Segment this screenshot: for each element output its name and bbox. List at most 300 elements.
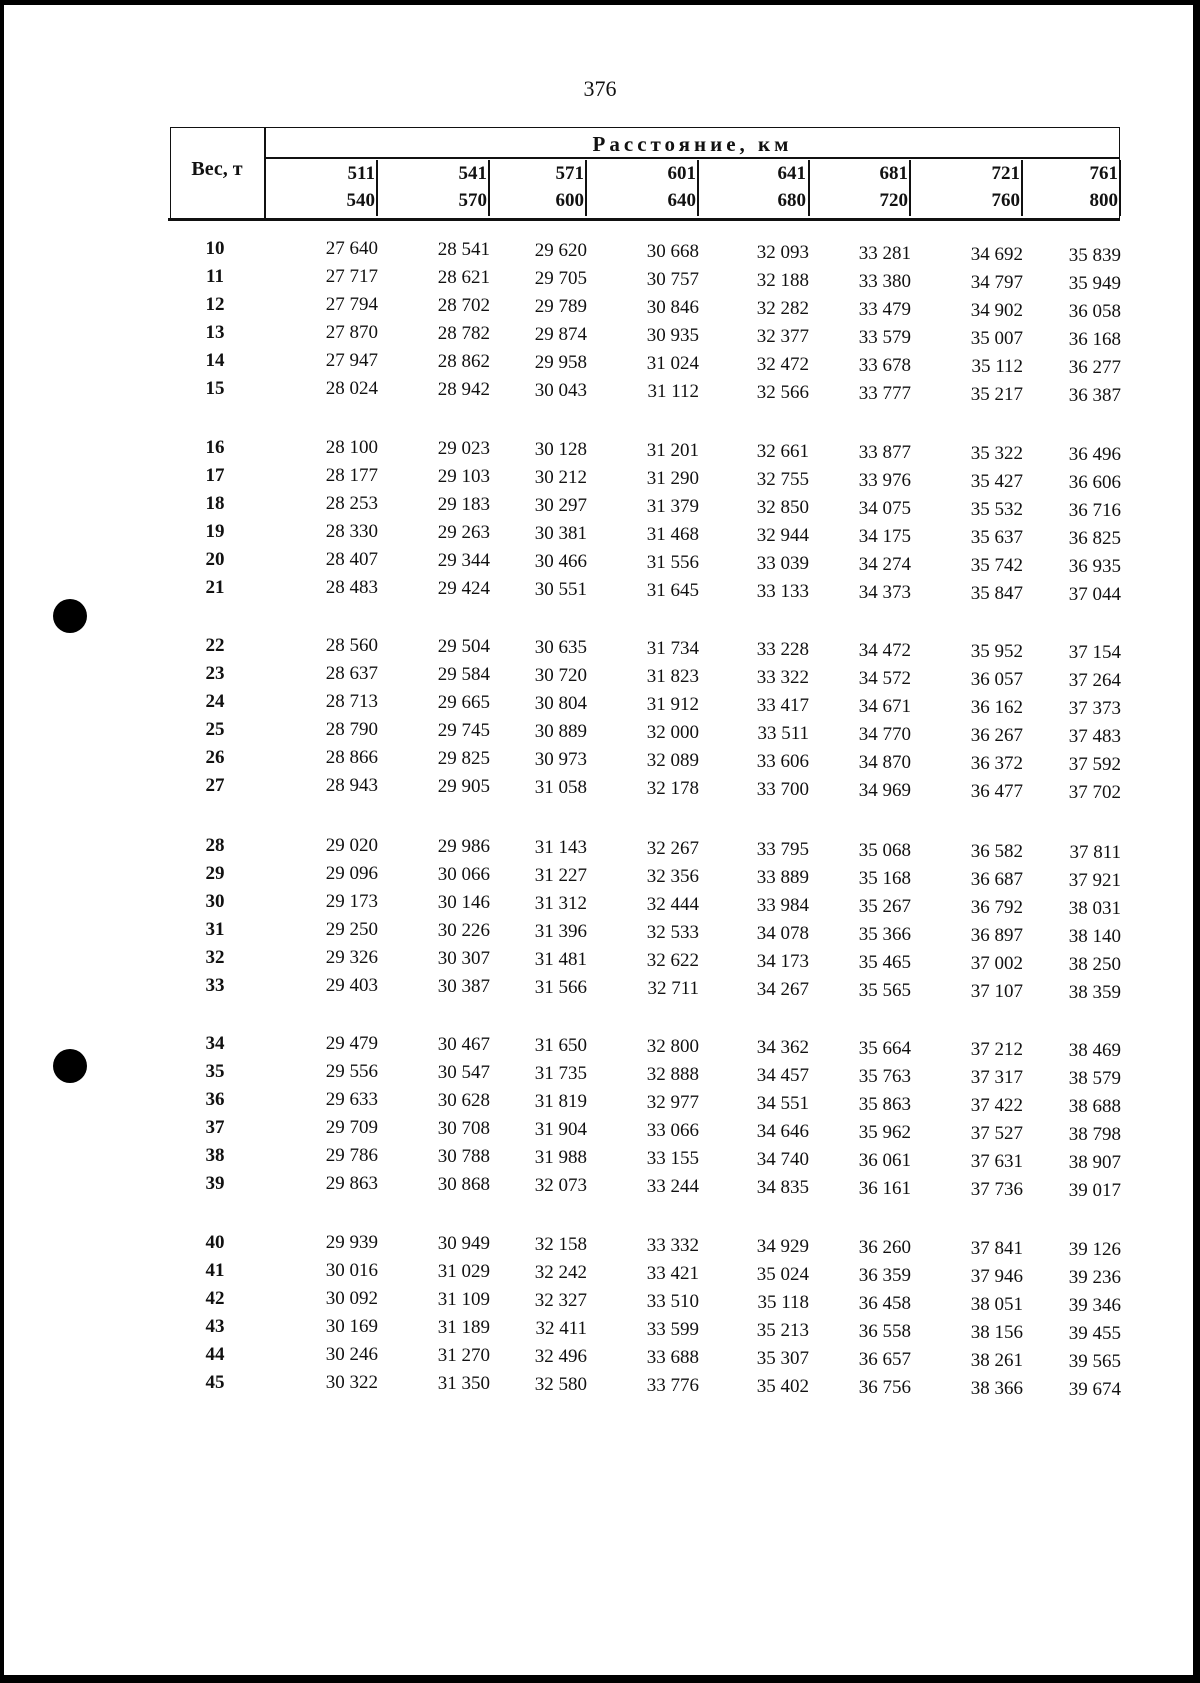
tariff-cell: 29 745 bbox=[437, 720, 490, 741]
tariff-cell: 37 702 bbox=[1068, 782, 1121, 803]
tariff-cell: 37 317 bbox=[970, 1067, 1023, 1088]
tariff-cell: 30 066 bbox=[437, 864, 490, 885]
tariff-cell: 36 359 bbox=[858, 1265, 911, 1286]
distance-range-header bbox=[828, 160, 908, 214]
tariff-cell: 30 949 bbox=[437, 1233, 490, 1254]
tariff-cell: 38 261 bbox=[970, 1350, 1023, 1371]
tariff-cell: 37 002 bbox=[970, 953, 1023, 974]
tariff-cell: 30 788 bbox=[437, 1146, 490, 1167]
range-column-tick bbox=[376, 160, 378, 216]
tariff-cell: 37 946 bbox=[970, 1266, 1023, 1287]
range-from: 541 bbox=[458, 163, 487, 184]
tariff-cell: 32 622 bbox=[646, 950, 699, 971]
range-from: 571 bbox=[555, 163, 584, 184]
tariff-cell: 36 061 bbox=[858, 1150, 911, 1171]
tariff-cell: 35 949 bbox=[1068, 273, 1121, 294]
tariff-cell: 32 800 bbox=[646, 1036, 699, 1057]
page-number: 376 bbox=[583, 76, 617, 101]
range-column-tick bbox=[1021, 160, 1023, 216]
weight-cell: 20 bbox=[205, 549, 225, 570]
weight-cell: 40 bbox=[205, 1232, 225, 1253]
tariff-cell: 33 688 bbox=[646, 1347, 699, 1368]
weight-cell: 28 bbox=[205, 835, 225, 856]
range-to: 570 bbox=[458, 190, 487, 211]
tariff-cell: 37 373 bbox=[1068, 698, 1121, 719]
tariff-cell: 33 417 bbox=[756, 695, 809, 716]
tariff-cell: 30 043 bbox=[534, 380, 587, 401]
tariff-cell: 34 969 bbox=[858, 780, 911, 801]
tariff-cell: 31 024 bbox=[646, 353, 699, 374]
weight-cell: 25 bbox=[205, 719, 225, 740]
tariff-cell: 31 645 bbox=[646, 580, 699, 601]
tariff-cell: 30 146 bbox=[437, 892, 490, 913]
weight-cell: 24 bbox=[205, 691, 225, 712]
tariff-cell: 29 504 bbox=[437, 636, 490, 657]
tariff-cell: 33 039 bbox=[756, 553, 809, 574]
tariff-cell: 33 228 bbox=[756, 639, 809, 660]
tariff-cell: 33 133 bbox=[756, 581, 809, 602]
tariff-cell: 36 387 bbox=[1068, 385, 1121, 406]
tariff-cell: 36 582 bbox=[970, 841, 1023, 862]
range-from: 721 bbox=[991, 163, 1020, 184]
tariff-cell: 37 811 bbox=[1069, 842, 1121, 863]
tariff-cell: 36 477 bbox=[970, 781, 1023, 802]
tariff-cell: 37 527 bbox=[970, 1123, 1023, 1144]
tariff-cell: 28 943 bbox=[325, 775, 378, 796]
tariff-cell: 33 678 bbox=[858, 355, 911, 376]
tariff-cell: 35 565 bbox=[858, 980, 911, 1001]
tariff-cell: 35 068 bbox=[858, 840, 911, 861]
tariff-cell: 34 902 bbox=[970, 300, 1023, 321]
tariff-cell: 37 631 bbox=[970, 1151, 1023, 1172]
tariff-cell: 38 051 bbox=[970, 1294, 1023, 1315]
tariff-cell: 31 823 bbox=[646, 666, 699, 687]
tariff-cell: 36 267 bbox=[970, 725, 1023, 746]
tariff-cell: 34 373 bbox=[858, 582, 911, 603]
tariff-cell: 34 671 bbox=[858, 696, 911, 717]
tariff-cell: 33 599 bbox=[646, 1319, 699, 1340]
range-from: 511 bbox=[347, 163, 375, 184]
tariff-cell: 38 250 bbox=[1068, 954, 1121, 975]
tariff-cell: 33 579 bbox=[858, 327, 911, 348]
tariff-cell: 27 640 bbox=[325, 238, 378, 259]
tariff-cell: 31 481 bbox=[534, 949, 587, 970]
weight-cell: 31 bbox=[205, 919, 225, 940]
weight-cell: 21 bbox=[205, 577, 225, 598]
range-to: 800 bbox=[1089, 190, 1118, 211]
distance-range-header bbox=[1038, 160, 1118, 214]
tariff-cell: 39 126 bbox=[1068, 1239, 1121, 1260]
tariff-cell: 28 782 bbox=[437, 323, 490, 344]
distance-range-header bbox=[616, 160, 696, 214]
tariff-cell: 36 162 bbox=[970, 697, 1023, 718]
tariff-cell: 30 628 bbox=[437, 1090, 490, 1111]
weight-cell: 15 bbox=[205, 378, 225, 399]
weight-cell: 16 bbox=[205, 437, 225, 458]
tariff-cell: 28 100 bbox=[325, 437, 378, 458]
tariff-cell: 30 387 bbox=[437, 976, 490, 997]
tariff-cell: 30 307 bbox=[437, 948, 490, 969]
tariff-cell: 35 007 bbox=[970, 328, 1023, 349]
tariff-cell: 33 322 bbox=[756, 667, 809, 688]
tariff-cell: 37 264 bbox=[1068, 670, 1121, 691]
range-column-tick bbox=[909, 160, 911, 216]
tariff-cell: 35 402 bbox=[756, 1376, 809, 1397]
range-column-tick bbox=[1119, 160, 1121, 216]
tariff-cell: 36 935 bbox=[1068, 556, 1121, 577]
tariff-cell: 32 566 bbox=[756, 382, 809, 403]
tariff-cell: 36 716 bbox=[1068, 500, 1121, 521]
tariff-cell: 34 362 bbox=[756, 1037, 809, 1058]
tariff-cell: 33 332 bbox=[646, 1235, 699, 1256]
tariff-cell: 29 403 bbox=[325, 975, 378, 996]
tariff-cell: 38 359 bbox=[1068, 982, 1121, 1003]
tariff-cell: 35 952 bbox=[970, 641, 1023, 662]
tariff-cell: 34 551 bbox=[756, 1093, 809, 1114]
distance-range-header bbox=[940, 160, 1020, 214]
tariff-cell: 36 558 bbox=[858, 1321, 911, 1342]
tariff-cell: 29 020 bbox=[325, 835, 378, 856]
tariff-cell: 29 183 bbox=[437, 494, 490, 515]
tariff-cell: 33 479 bbox=[858, 299, 911, 320]
weight-cell: 14 bbox=[205, 350, 225, 371]
tariff-cell: 37 044 bbox=[1068, 584, 1121, 605]
tariff-cell: 30 467 bbox=[437, 1034, 490, 1055]
tariff-cell: 31 734 bbox=[646, 638, 699, 659]
tariff-cell: 32 377 bbox=[756, 326, 809, 347]
tariff-cell: 31 058 bbox=[534, 777, 587, 798]
range-to: 680 bbox=[777, 190, 806, 211]
tariff-cell: 27 947 bbox=[325, 350, 378, 371]
tariff-cell: 35 168 bbox=[858, 868, 911, 889]
range-from: 761 bbox=[1089, 163, 1118, 184]
tariff-cell: 34 929 bbox=[756, 1236, 809, 1257]
tariff-cell: 31 270 bbox=[437, 1345, 490, 1366]
tariff-cell: 36 168 bbox=[1068, 329, 1121, 350]
tariff-cell: 31 029 bbox=[437, 1261, 490, 1282]
tariff-cell: 32 000 bbox=[646, 722, 699, 743]
tariff-cell: 35 213 bbox=[756, 1320, 809, 1341]
tariff-cell: 31 988 bbox=[534, 1147, 587, 1168]
weight-cell: 12 bbox=[205, 294, 225, 315]
tariff-cell: 35 307 bbox=[756, 1348, 809, 1369]
tariff-cell: 33 421 bbox=[646, 1263, 699, 1284]
tariff-cell: 34 740 bbox=[756, 1149, 809, 1170]
scan-border-bottom bbox=[0, 1675, 1200, 1683]
tariff-cell: 33 380 bbox=[858, 271, 911, 292]
tariff-cell: 28 253 bbox=[325, 493, 378, 514]
tariff-cell: 30 246 bbox=[325, 1344, 378, 1365]
tariff-cell: 29 825 bbox=[437, 748, 490, 769]
tariff-cell: 33 700 bbox=[756, 779, 809, 800]
tariff-cell: 29 023 bbox=[437, 438, 490, 459]
tariff-cell: 36 687 bbox=[970, 869, 1023, 890]
tariff-cell: 29 250 bbox=[325, 919, 378, 940]
tariff-cell: 37 212 bbox=[970, 1039, 1023, 1060]
tariff-cell: 38 798 bbox=[1068, 1124, 1121, 1145]
tariff-cell: 29 173 bbox=[325, 891, 378, 912]
weight-column-header: Вес, т bbox=[191, 158, 243, 180]
tariff-cell: 34 173 bbox=[756, 951, 809, 972]
tariff-cell: 38 469 bbox=[1068, 1040, 1121, 1061]
tariff-cell: 33 984 bbox=[756, 895, 809, 916]
tariff-cell: 27 794 bbox=[325, 294, 378, 315]
tariff-cell: 35 962 bbox=[858, 1122, 911, 1143]
tariff-cell: 32 158 bbox=[534, 1234, 587, 1255]
tariff-cell: 29 620 bbox=[534, 240, 587, 261]
tariff-cell: 34 457 bbox=[756, 1065, 809, 1086]
tariff-cell: 31 396 bbox=[534, 921, 587, 942]
tariff-cell: 29 479 bbox=[325, 1033, 378, 1054]
weight-cell: 18 bbox=[205, 493, 225, 514]
tariff-cell: 28 330 bbox=[325, 521, 378, 542]
scan-border-top bbox=[0, 0, 1200, 5]
distance-header: Расстояние, км bbox=[592, 132, 793, 156]
tariff-cell: 33 511 bbox=[757, 723, 809, 744]
tariff-cell: 33 976 bbox=[858, 470, 911, 491]
tariff-cell: 29 096 bbox=[325, 863, 378, 884]
tariff-cell: 30 973 bbox=[534, 749, 587, 770]
tariff-cell: 29 705 bbox=[534, 268, 587, 289]
tariff-cell: 38 907 bbox=[1068, 1152, 1121, 1173]
tariff-cell: 32 944 bbox=[756, 525, 809, 546]
weight-cell: 36 bbox=[205, 1089, 225, 1110]
tariff-cell: 30 322 bbox=[325, 1372, 378, 1393]
tariff-cell: 29 874 bbox=[534, 324, 587, 345]
tariff-cell: 29 905 bbox=[437, 776, 490, 797]
tariff-cell: 30 935 bbox=[646, 325, 699, 346]
distance-range-header bbox=[295, 160, 375, 214]
tariff-cell: 35 267 bbox=[858, 896, 911, 917]
tariff-cell: 35 322 bbox=[970, 443, 1023, 464]
tariff-cell: 31 819 bbox=[534, 1091, 587, 1112]
range-to: 760 bbox=[991, 190, 1020, 211]
tariff-cell: 32 327 bbox=[534, 1290, 587, 1311]
range-from: 681 bbox=[879, 163, 908, 184]
tariff-cell: 32 188 bbox=[756, 270, 809, 291]
tariff-cell: 36 825 bbox=[1068, 528, 1121, 549]
tariff-cell: 34 472 bbox=[858, 640, 911, 661]
tariff-cell: 36 277 bbox=[1068, 357, 1121, 378]
tariff-cell: 32 282 bbox=[756, 298, 809, 319]
tariff-cell: 38 688 bbox=[1068, 1096, 1121, 1117]
tariff-cell: 32 496 bbox=[534, 1346, 587, 1367]
tariff-cell: 31 112 bbox=[647, 381, 699, 402]
tariff-cell: 33 795 bbox=[756, 839, 809, 860]
weight-cell: 42 bbox=[205, 1288, 225, 1309]
tariff-cell: 32 580 bbox=[534, 1374, 587, 1395]
tariff-cell: 38 140 bbox=[1068, 926, 1121, 947]
tariff-cell: 32 178 bbox=[646, 778, 699, 799]
weight-cell: 38 bbox=[205, 1145, 225, 1166]
tariff-cell: 29 709 bbox=[325, 1117, 378, 1138]
tariff-cell: 35 217 bbox=[970, 384, 1023, 405]
tariff-cell: 35 742 bbox=[970, 555, 1023, 576]
tariff-cell: 31 904 bbox=[534, 1119, 587, 1140]
tariff-cell: 36 792 bbox=[970, 897, 1023, 918]
range-to: 640 bbox=[667, 190, 696, 211]
tariff-cell: 27 870 bbox=[325, 322, 378, 343]
tariff-cell: 28 407 bbox=[325, 549, 378, 570]
tariff-cell: 30 889 bbox=[534, 721, 587, 742]
tariff-cell: 30 804 bbox=[534, 693, 587, 714]
tariff-cell: 32 977 bbox=[646, 1092, 699, 1113]
tariff-cell: 30 016 bbox=[325, 1260, 378, 1281]
tariff-cell: 30 668 bbox=[646, 241, 699, 262]
tariff-cell: 38 031 bbox=[1068, 898, 1121, 919]
tariff-cell: 30 720 bbox=[534, 665, 587, 686]
tariff-cell: 30 547 bbox=[437, 1062, 490, 1083]
distance-range-header bbox=[407, 160, 487, 214]
tariff-cell: 36 057 bbox=[970, 669, 1023, 690]
tariff-cell: 34 078 bbox=[756, 923, 809, 944]
tariff-cell: 29 344 bbox=[437, 550, 490, 571]
weight-cell: 34 bbox=[205, 1033, 225, 1054]
weight-cell: 29 bbox=[205, 863, 225, 884]
tariff-cell: 32 242 bbox=[534, 1262, 587, 1283]
tariff-cell: 32 533 bbox=[646, 922, 699, 943]
tariff-cell: 39 236 bbox=[1068, 1267, 1121, 1288]
tariff-cell: 28 713 bbox=[325, 691, 378, 712]
range-column-tick bbox=[808, 160, 810, 216]
tariff-cell: 33 877 bbox=[858, 442, 911, 463]
weight-cell: 27 bbox=[205, 775, 225, 796]
tariff-cell: 32 472 bbox=[756, 354, 809, 375]
tariff-cell: 38 366 bbox=[970, 1378, 1023, 1399]
range-to: 540 bbox=[346, 190, 375, 211]
weight-cell: 45 bbox=[205, 1372, 225, 1393]
tariff-cell: 36 496 bbox=[1068, 444, 1121, 465]
tariff-cell: 34 175 bbox=[858, 526, 911, 547]
tariff-cell: 36 372 bbox=[970, 753, 1023, 774]
tariff-cell: 34 572 bbox=[858, 668, 911, 689]
distance-range-header bbox=[726, 160, 806, 214]
tariff-cell: 37 107 bbox=[970, 981, 1023, 1002]
tariff-cell: 30 466 bbox=[534, 551, 587, 572]
tariff-cell: 31 912 bbox=[646, 694, 699, 715]
tariff-cell: 37 841 bbox=[970, 1238, 1023, 1259]
tariff-cell: 36 897 bbox=[970, 925, 1023, 946]
tariff-cell: 36 606 bbox=[1068, 472, 1121, 493]
tariff-cell: 37 154 bbox=[1068, 642, 1121, 663]
distance-range-header bbox=[504, 160, 584, 214]
tariff-cell: 35 112 bbox=[971, 356, 1023, 377]
tariff-cell: 31 468 bbox=[646, 524, 699, 545]
tariff-cell: 35 024 bbox=[756, 1264, 809, 1285]
tariff-cell: 35 863 bbox=[858, 1094, 911, 1115]
range-column-tick bbox=[697, 160, 699, 216]
tariff-cell: 34 870 bbox=[858, 752, 911, 773]
tariff-cell: 31 290 bbox=[646, 468, 699, 489]
tariff-cell: 36 260 bbox=[858, 1237, 911, 1258]
tariff-cell: 34 692 bbox=[970, 244, 1023, 265]
tariff-cell: 29 424 bbox=[437, 578, 490, 599]
tariff-cell: 31 650 bbox=[534, 1035, 587, 1056]
tariff-cell: 31 556 bbox=[646, 552, 699, 573]
scan-border-left bbox=[0, 0, 4, 1683]
tariff-cell: 36 756 bbox=[858, 1377, 911, 1398]
tariff-cell: 35 847 bbox=[970, 583, 1023, 604]
tariff-cell: 36 657 bbox=[858, 1349, 911, 1370]
tariff-cell: 32 267 bbox=[646, 838, 699, 859]
weight-cell: 22 bbox=[205, 635, 225, 656]
tariff-cell: 28 866 bbox=[325, 747, 378, 768]
range-column-tick bbox=[585, 160, 587, 216]
weight-cell: 23 bbox=[205, 663, 225, 684]
tariff-cell: 39 346 bbox=[1068, 1295, 1121, 1316]
tariff-cell: 31 566 bbox=[534, 977, 587, 998]
tariff-cell: 37 921 bbox=[1068, 870, 1121, 891]
weight-cell: 39 bbox=[205, 1173, 225, 1194]
tariff-cell: 39 455 bbox=[1068, 1323, 1121, 1344]
tariff-cell: 31 227 bbox=[534, 865, 587, 886]
tariff-cell: 28 862 bbox=[437, 351, 490, 372]
weight-cell: 10 bbox=[205, 238, 225, 259]
tariff-cell: 28 177 bbox=[325, 465, 378, 486]
tariff-cell: 32 661 bbox=[756, 441, 809, 462]
tariff-cell: 33 777 bbox=[858, 383, 911, 404]
tariff-cell: 39 674 bbox=[1068, 1379, 1121, 1400]
range-to: 720 bbox=[879, 190, 908, 211]
tariff-cell: 30 381 bbox=[534, 523, 587, 544]
tariff-cell: 37 736 bbox=[970, 1179, 1023, 1200]
tariff-cell: 33 606 bbox=[756, 751, 809, 772]
tariff-cell: 31 189 bbox=[437, 1317, 490, 1338]
range-column-tick bbox=[488, 160, 490, 216]
weight-cell: 11 bbox=[206, 266, 224, 287]
tariff-cell: 33 155 bbox=[646, 1148, 699, 1169]
tariff-cell: 36 161 bbox=[858, 1178, 911, 1199]
tariff-cell: 35 118 bbox=[757, 1292, 809, 1313]
tariff-cell: 32 444 bbox=[646, 894, 699, 915]
tariff-cell: 32 093 bbox=[756, 242, 809, 263]
tariff-cell: 36 058 bbox=[1068, 301, 1121, 322]
tariff-cell: 37 592 bbox=[1068, 754, 1121, 775]
weight-cell: 44 bbox=[205, 1344, 225, 1365]
tariff-cell: 32 850 bbox=[756, 497, 809, 518]
tariff-cell: 34 797 bbox=[970, 272, 1023, 293]
tariff-cell: 29 958 bbox=[534, 352, 587, 373]
weight-cell: 17 bbox=[205, 465, 225, 486]
header-divider bbox=[168, 218, 1120, 221]
tariff-cell: 29 939 bbox=[325, 1232, 378, 1253]
tariff-cell: 31 350 bbox=[437, 1373, 490, 1394]
tariff-cell: 34 274 bbox=[858, 554, 911, 575]
weight-cell: 35 bbox=[205, 1061, 225, 1082]
tariff-cell: 30 226 bbox=[437, 920, 490, 941]
tariff-cell: 33 889 bbox=[756, 867, 809, 888]
tariff-cell: 33 066 bbox=[646, 1120, 699, 1141]
tariff-cell: 29 584 bbox=[437, 664, 490, 685]
tariff-cell: 32 356 bbox=[646, 866, 699, 887]
tariff-cell: 29 103 bbox=[437, 466, 490, 487]
tariff-cell: 28 942 bbox=[437, 379, 490, 400]
tariff-cell: 34 646 bbox=[756, 1121, 809, 1142]
tariff-cell: 30 757 bbox=[646, 269, 699, 290]
tariff-cell: 32 411 bbox=[535, 1318, 587, 1339]
weight-cell: 32 bbox=[205, 947, 225, 968]
tariff-cell: 30 635 bbox=[534, 637, 587, 658]
tariff-cell: 38 156 bbox=[970, 1322, 1023, 1343]
tariff-cell: 35 763 bbox=[858, 1066, 911, 1087]
weight-cell: 33 bbox=[205, 975, 225, 996]
tariff-cell: 28 483 bbox=[325, 577, 378, 598]
tariff-cell: 32 073 bbox=[534, 1175, 587, 1196]
tariff-cell: 29 789 bbox=[534, 296, 587, 317]
tariff-cell: 35 637 bbox=[970, 527, 1023, 548]
tariff-cell: 32 089 bbox=[646, 750, 699, 771]
tariff-cell: 30 708 bbox=[437, 1118, 490, 1139]
